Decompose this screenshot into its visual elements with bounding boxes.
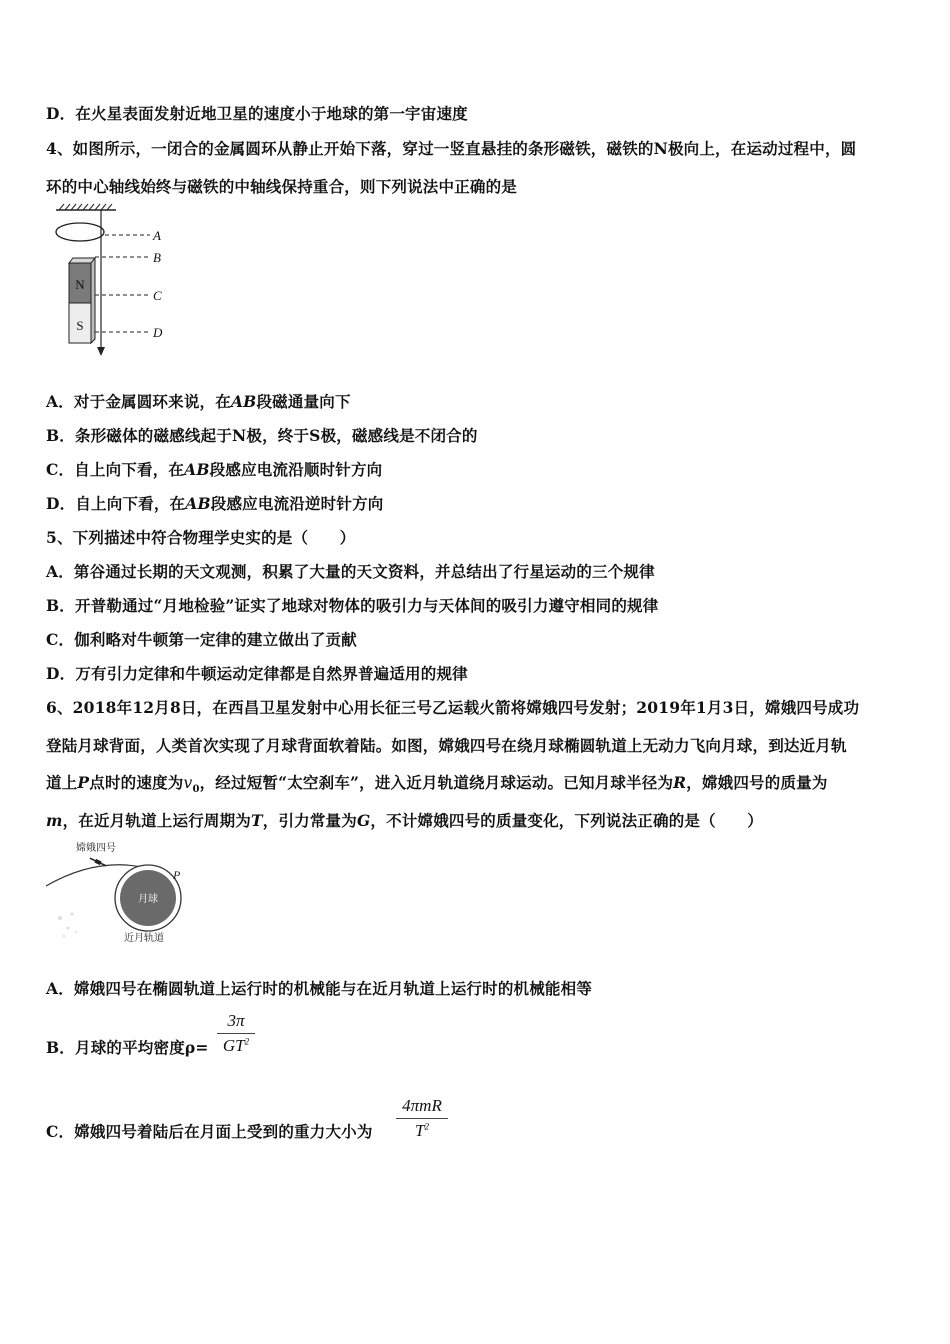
moon-label: 月球 <box>138 894 158 905</box>
figure-label-c: C <box>153 288 162 303</box>
figure-label-a: A <box>153 228 161 243</box>
q5-option-b: B．开普勒通过“月地检验”证实了地球对物体的吸引力与天体间的吸引力遵守相同的规律 <box>46 596 659 615</box>
q3-option-d: D．在火星表面发射近地卫星的速度小于地球的第一宇宙速度 <box>46 104 468 123</box>
q5-option-d: D．万有引力定律和牛顿运动定律都是自然界普遍适用的规律 <box>46 664 468 683</box>
magnet-ring-figure <box>50 203 180 358</box>
q4-option-c: C．自上向下看，在AB段感应电流沿顺时针方向 <box>46 460 383 479</box>
probe-label: 嫦娥四号 <box>76 843 116 854</box>
q6-stem-line-2: 登陆月球背面，人类首次实现了月球背面软着陆。如图，嫦娥四号在绕月球椭圆轨道上无动力飞向月球，到达近月轨 <box>46 736 847 755</box>
density-formula: 3π $GT^2$ <box>217 1011 255 1056</box>
q6-option-b: B．月球的平均密度ρ= <box>46 1038 209 1057</box>
q5-stem: 5、下列描述中符合物理学史实的是（ ） <box>46 528 356 547</box>
q4-option-a: A．对于金属圆环来说，在AB段磁通量向下 <box>46 392 351 411</box>
metal-ring <box>56 223 104 241</box>
magnet-pole-s: S <box>76 318 84 333</box>
orbit-label: 近月轨道 <box>124 933 164 944</box>
q4-option-d: D．自上向下看，在AB段感应电流沿逆时针方向 <box>46 494 384 513</box>
q6-stem-line-4: m，在近月轨道上运行周期为T，引力常量为G，不计嫦娥四号的质量变化，下列说法正确的是（ ） <box>46 811 763 830</box>
q4-stem-line-2: 环的中心轴线始终与磁铁的中轴线保持重合，则下列说法中正确的是 <box>46 177 518 196</box>
q6-option-a: A．嫦娥四号在椭圆轨道上运行时的机械能与在近月轨道上运行时的机械能相等 <box>46 979 593 998</box>
q6-option-c: C．嫦娥四号着陆后在月面上受到的重力大小为 <box>46 1122 373 1141</box>
figure-label-d: D <box>153 325 163 340</box>
q4-stem-line-1: 4、如图所示，一闭合的金属圆环从静止开始下落，穿过一竖直悬挂的条形磁铁，磁铁的N极向上，在运动过程中，圆 <box>46 139 857 158</box>
q5-option-c: C．伽利略对牛顿第一定律的建立做出了贡献 <box>46 630 357 649</box>
q4-option-b: B．条形磁体的磁感线起于N极，终于S极，磁感线是不闭合的 <box>46 426 478 445</box>
q5-option-a: A．第谷通过长期的天文观测，积累了大量的天文资料，并总结出了行星运动的三个规律 <box>46 562 655 581</box>
gravity-formula: 4πmR $T^2$ <box>396 1096 448 1141</box>
moon-orbit-figure <box>42 838 192 948</box>
point-p-label: P <box>173 868 181 882</box>
magnet-pole-n: N <box>75 277 85 292</box>
q6-stem-line-1: 6、2018年12月8日，在西昌卫星发射中心用长征三号乙运载火箭将嫦娥四号发射；2019年1月3日，嫦娥四号成功 <box>46 698 860 717</box>
q6-stem-line-3: 道上P点时的速度为$v_0$，经过短暂“太空刹车”，进入近月轨道绕月球运动。已知月球半径为R，嫦娥四号的质量为 <box>46 773 828 796</box>
figure-label-b: B <box>153 250 161 265</box>
